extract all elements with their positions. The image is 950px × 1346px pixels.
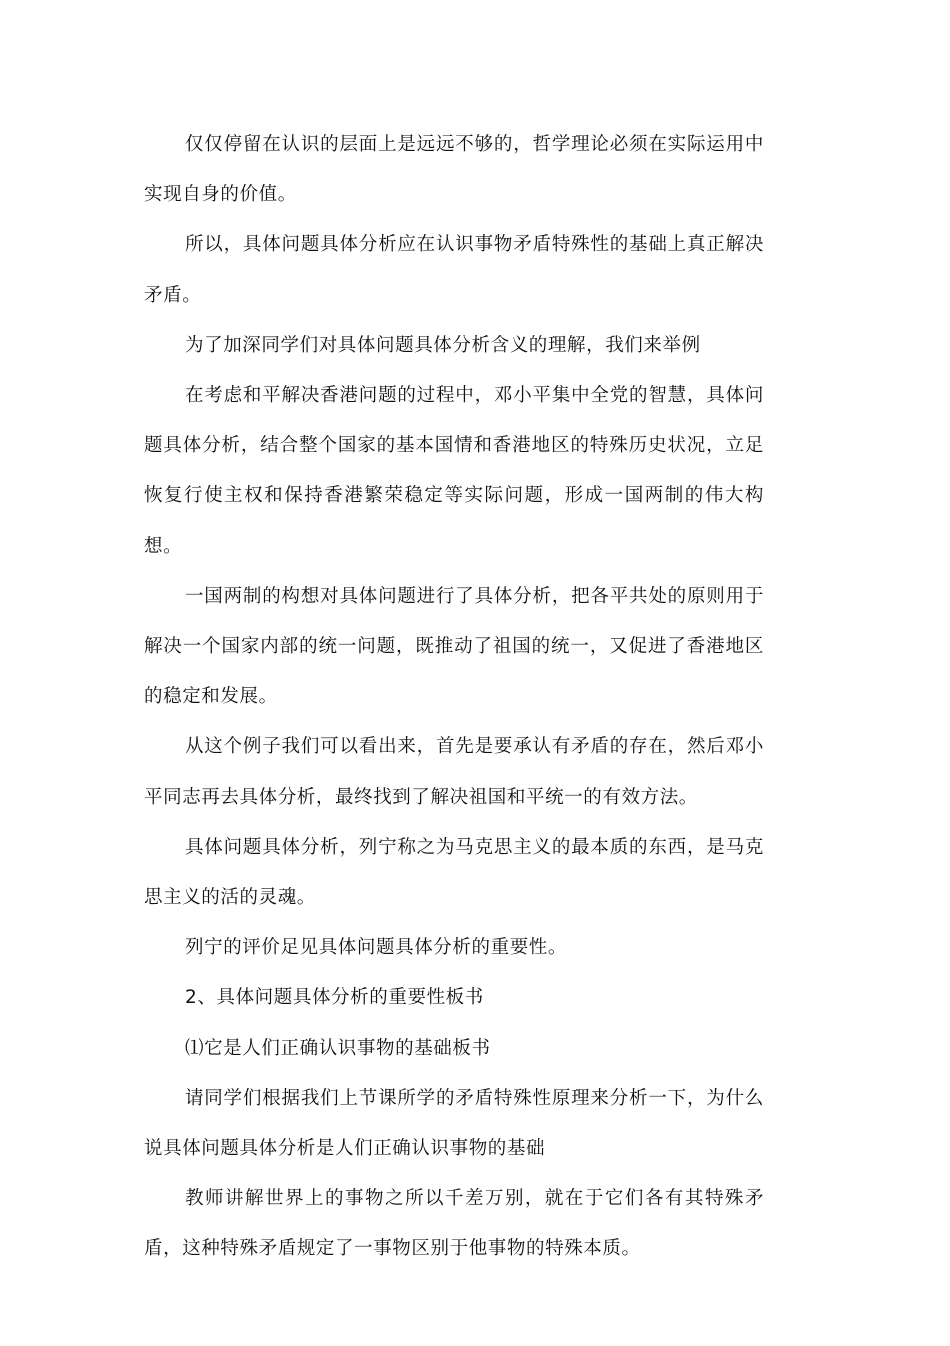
subsection-heading: ⑴它是人们正确认识事物的基础板书 <box>185 1037 491 1059</box>
section-heading: 2、具体问题具体分析的重要性板书 <box>185 987 484 1009</box>
paragraph-2: 所以，具体问题具体分析应在认识事物矛盾特殊性的基础上真正解决矛盾。 <box>144 234 764 306</box>
paragraph-1: 仅仅停留在认识的层面上是远远不够的，哲学理论必须在实际运用中实现自身的价值。 <box>144 134 764 206</box>
paragraph-6: 从这个例子我们可以看出来，首先是要承认有矛盾的存在，然后邓小平同志再去具体分析，最终找到了解决祖国和平统一的有效方法。 <box>144 736 764 808</box>
paragraph-4: 在考虑和平解决香港问题的过程中，邓小平集中全党的智慧，具体问题具体分析，结合整个国家的基本国情和香港地区的特殊历史状况，立足恢复行使主权和保持香港繁荣稳定等实际问题，形成一国两制的伟大构想。 <box>144 385 764 557</box>
paragraph-12: 教师讲解世界上的事物之所以千差万别，就在于它们各有其特殊矛盾，这种特殊矛盾规定了一事物区别于他事物的特殊本质。 <box>144 1188 764 1260</box>
paragraph-8: 列宁的评价足见具体问题具体分析的重要性。 <box>185 937 568 959</box>
paragraph-11: 请同学们根据我们上节课所学的矛盾特殊性原理来分析一下，为什么说具体问题具体分析是人们正确认识事物的基础 <box>144 1087 764 1160</box>
paragraph-7: 具体问题具体分析，列宁称之为马克思主义的最本质的东西，是马克思主义的活的灵魂。 <box>144 836 764 909</box>
document-body <box>144 120 764 1275</box>
paragraph-3: 为了加深同学们对具体问题具体分析含义的理解，我们来举例 <box>185 334 701 356</box>
paragraph-5: 一国两制的构想对具体问题进行了具体分析，把各平共处的原则用于解决一个国家内部的统一问题，既推动了祖国的统一，又促进了香港地区的稳定和发展。 <box>144 585 764 708</box>
